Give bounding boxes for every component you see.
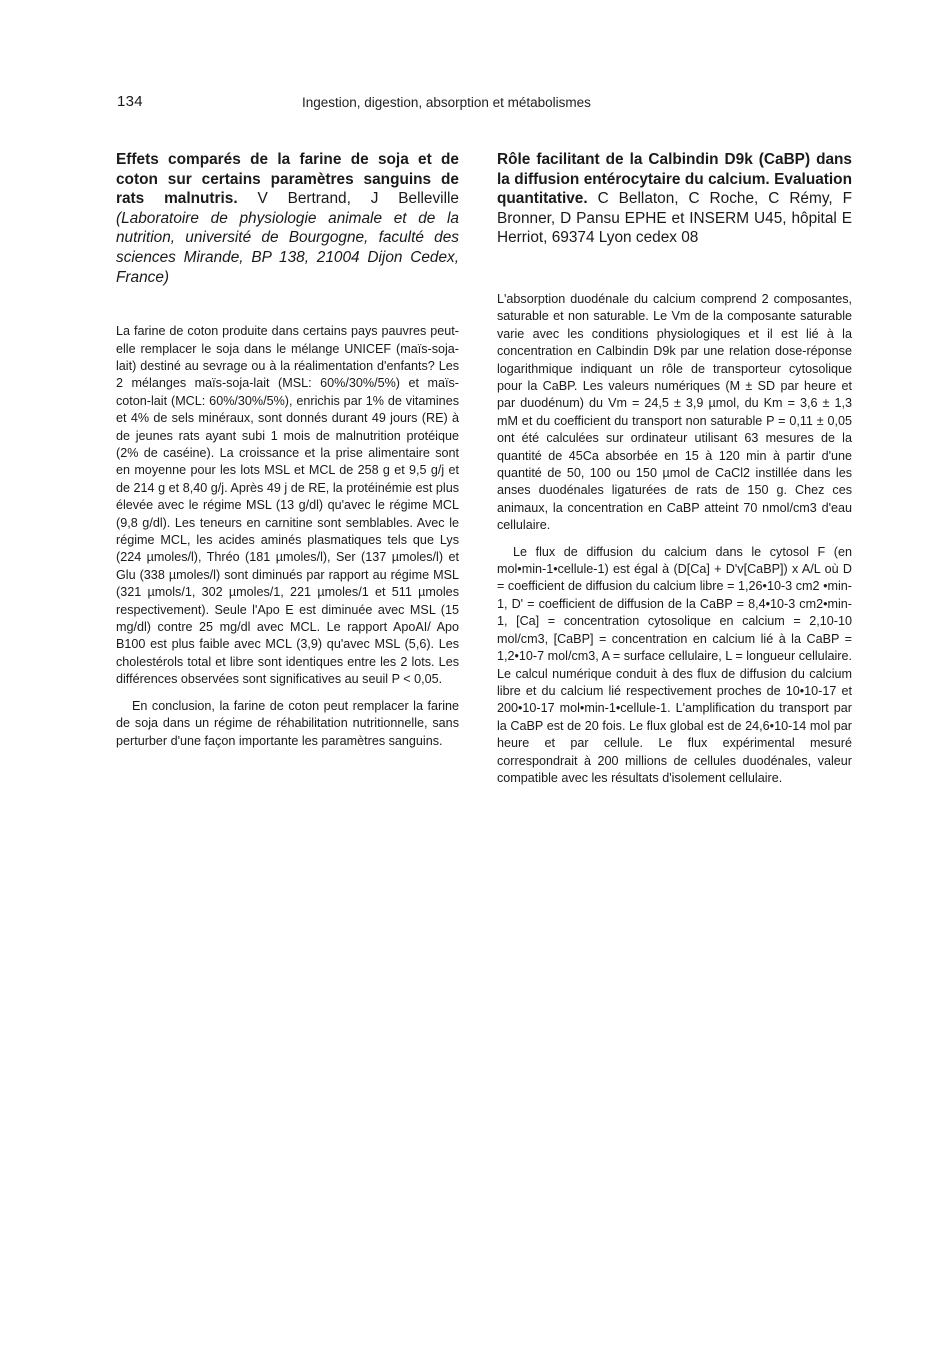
right-article-paragraph: L'absorption duodénale du calcium comprend 2 composantes, saturable et non saturable. Le Vm de la composante saturable varie avec les conditions physiologiques et il est lié à la concentration en Calbindin D9k par une relation dose-réponse logarithmique indiquant un rôle de transporteur cytosolique pour la CaBP. Les valeurs numériques (M ± SD par heure et par duodénum) du Vm = 24,5 ± 3,9 µmol, du Km = 3,6 ± 1,3 mM et du coefficient du transport non saturable P = 0,11 ± 0,05 ont été calculées sur ordinateur utilisant 63 mesures de la quantité de 45Ca absorbée en 15 à 120 min à partir d'une quantité de 50, 100 ou 150 µmol de CaCl2 instillée dans les anses duodénales ligaturées de rats de 150 g. Chez ces animaux, la concentration en CaBP atteint 70 nmol/cm3 d'eau cellulaire. — [497, 291, 852, 533]
right-article-authors: C Bellaton, C Roche, C Rémy, F Bronner, D Pansu EPHE et INSERM U45, hôpital E Herriot, 69374 Lyon cedex 08 — [497, 190, 852, 247]
left-article — [116, 150, 459, 759]
left-article-title: Effets comparés de la farine de soja et de coton sur certains paramètres sanguins de rats malnutris. — [116, 151, 459, 208]
page-number: 134 — [117, 93, 143, 110]
left-article-affiliation: (Laboratoire de physiologie animale et de la nutrition, université de Bourgogne, faculté des sciences Mirande, BP 138, 21004 Dijon Cedex, France) — [116, 209, 459, 286]
left-article-paragraph: En conclusion, la farine de coton peut remplacer la farine de soja dans un régime de réhabilitation nutritionnelle, sans perturber d'une façon importante les paramètres sanguins. — [116, 698, 459, 748]
right-article — [497, 150, 852, 796]
right-article-heading — [497, 150, 852, 248]
left-article-authors: V Bertrand, J Belleville — [237, 190, 459, 208]
right-article-title: Rôle facilitant de la Calbindin D9k (CaBP) dans la diffusion entérocytaire du calcium. Evaluation quantitative. — [497, 151, 852, 208]
left-article-paragraph: La farine de coton produite dans certains pays pauvres peut-elle remplacer le soja dans le mélange UNICEF (maïs-soja-lait) destiné au sevrage ou à la réalimentation d'enfants? Les 2 mélanges maïs-soja-lait (MSL: 60%/30%/5%) et maïs-coton-lait (MCL: 60%/30%/5%), enrichis par 1% de vitamines et 4% de sels minéraux, sont donnés durant 49 jours (RE) à de jeunes rats ayant subi 1 mois de malnutrition protéique (2% de caséine). La croissance et la prise alimentaire sont en moyenne pour les lots MSL et MCL de 258 g et 9,5 g/j et de 214 g et 8,40 g/j. Après 49 j de RE, la protéinémie est plus élevée avec le régime MSL (13 g/dl) qu'avec le régime MCL (9,8 g/dl). Les teneurs en carnitine sont semblables. Avec le régime MCL, les acides aminés plasmatiques tels que Lys (224 µmoles/l), Thréo (181 µmoles/l), Ser (137 µmoles/l) et Glu (338 µmoles/l) sont diminués par rapport au régime MSL (321 µmols/1, 302 µmoles/1, 221 µmoles/1 et 511 µmoles respectivement). Seule l'Apo E est diminuée avec MSL (15 mg/dl) contre 25 mg/dl avec MCL. Le rapport ApoAI/ Apo B100 est plus faible avec MCL (3,9) qu'avec MSL (5,6). Les cholestérols total et libre sont identiques entre les 2 lots. Les différences observées sont significatives au seuil P < 0,05. — [116, 324, 459, 687]
left-article-heading — [116, 150, 459, 287]
right-article-paragraph: Le flux de diffusion du calcium dans le cytosol F (en mol•min-1•cellule-1) est égal à (D[Ca] + D'v[CaBP]) x A/L où D = coefficient de diffusion du calcium libre = 1,26•10-3 cm2 •min-1, D' = coefficient de diffusion de la CaBP = 8,4•10-3 cm2•min-1, [Ca] = concentration cytosolique en calcium = 2,10-10 mol/cm3, [CaBP] = concentration en calcium lié à la CaBP = 1,2•10-7 mol/cm3, A = surface cellulaire, L = longueur cellulaire. Le calcul numérique conduit à des flux de diffusion du calcium libre et du calcium lié respectivement proches de 10•10-17 et 200•10-17 mol•min-1•cellule-1. L'amplification du transport par la CaBP est de 20 fois. Le flux global est de 24,6•10-14 mol par heure et par cellule. Le flux expérimental mesuré correspondrait à 200 millions de cellules duodénales, valeur compatible avec les résultats d'isolement cellulaire. — [497, 544, 852, 785]
running-header: Ingestion, digestion, absorption et métabolismes — [302, 95, 591, 110]
